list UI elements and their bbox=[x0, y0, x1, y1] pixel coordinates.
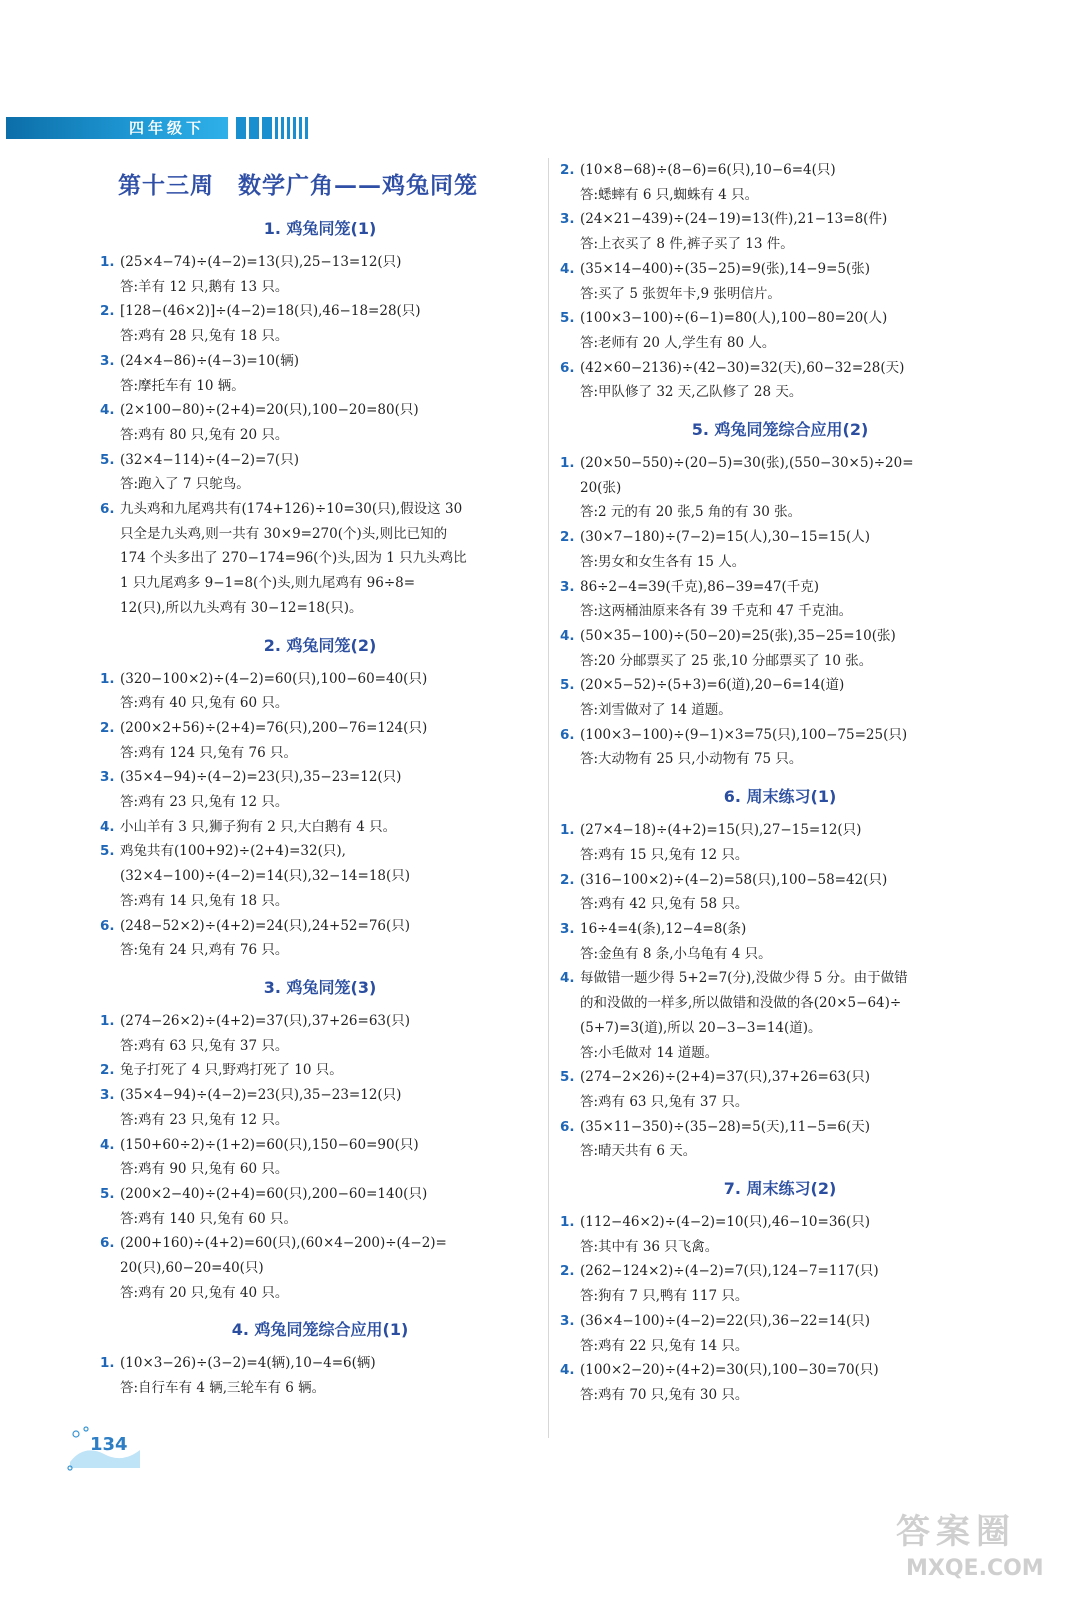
answer-item bbox=[100, 667, 540, 716]
answer-item bbox=[100, 1133, 540, 1182]
answer-number: 5. bbox=[100, 843, 115, 860]
answer-item bbox=[100, 497, 540, 621]
answer-line: (150+60÷2)÷(1+2)=60(只),150−60=90(只) bbox=[120, 1136, 419, 1153]
answer-number: 5. bbox=[100, 1185, 115, 1202]
answer-item bbox=[100, 1083, 540, 1132]
answer-line: 只全是九头鸡,则一共有 30×9=270(个)头,则比已知的 bbox=[120, 525, 448, 542]
answer-number: 3. bbox=[560, 578, 575, 595]
answer-line: 20(张) bbox=[580, 479, 622, 496]
answer-line: 答:小毛做对 14 道题。 bbox=[580, 1044, 719, 1061]
answer-item bbox=[560, 1115, 1000, 1164]
answer-number: 1. bbox=[560, 455, 575, 472]
watermark-logo: 答案圈 bbox=[896, 1512, 1016, 1552]
page-title: 第十三周 数学广角——鸡兔同笼 bbox=[118, 172, 478, 199]
section-title: 7. 周末练习(2) bbox=[723, 1179, 837, 1199]
answer-line: (248−52×2)÷(4+2)=24(只),24+52=76(只) bbox=[120, 917, 411, 934]
answer-item bbox=[100, 914, 540, 963]
answer-line: 答:鸡有 23 只,兔有 12 只。 bbox=[120, 1111, 289, 1128]
answer-number: 4. bbox=[100, 818, 115, 835]
answer-line: 答:鸡有 42 只,兔有 58 只。 bbox=[580, 896, 749, 913]
answer-line: (200+160)÷(4+2)=60(只),(60×4−200)÷(4−2)= bbox=[120, 1235, 447, 1252]
answer-number: 4. bbox=[560, 970, 575, 987]
answer-line: 86÷2−4=39(千克),86−39=47(千克) bbox=[580, 578, 819, 595]
answer-item bbox=[560, 1358, 1000, 1407]
answer-line: (42×60−2136)÷(42−30)=32(天),60−32=28(天) bbox=[580, 359, 905, 376]
answer-line: (25×4−74)÷(4−2)=13(只),25−13=12(只) bbox=[120, 254, 402, 270]
answer-item bbox=[560, 207, 1000, 256]
answer-item bbox=[100, 448, 540, 497]
answer-line: (316−100×2)÷(4−2)=58(只),100−58=42(只) bbox=[580, 871, 888, 888]
answer-line: (100×2−20)÷(4+2)=30(只),100−30=70(只) bbox=[580, 1362, 879, 1379]
answer-line: 答:跑入了 7 只鸵鸟。 bbox=[120, 476, 250, 493]
answer-line: (36×4−100)÷(4−2)=22(只),36−22=14(只) bbox=[580, 1312, 871, 1329]
answer-section bbox=[100, 977, 540, 1305]
answer-item bbox=[100, 839, 540, 913]
answer-line: 答:鸡有 40 只,兔有 60 只。 bbox=[120, 695, 289, 712]
answer-section bbox=[100, 635, 540, 963]
answer-item bbox=[560, 818, 1000, 867]
answer-number: 1. bbox=[100, 254, 115, 270]
answer-item bbox=[100, 349, 540, 398]
answer-number: 1. bbox=[560, 822, 575, 839]
answer-line: 答:其中有 36 只飞禽。 bbox=[580, 1238, 719, 1255]
section-title: 2. 鸡兔同笼(2) bbox=[263, 635, 377, 655]
answer-number: 6. bbox=[560, 1118, 575, 1135]
answer-line: (27×4−18)÷(4+2)=15(只),27−15=12(只) bbox=[580, 822, 862, 839]
answer-line: 答:大动物有 25 只,小动物有 75 只。 bbox=[580, 751, 803, 768]
answer-line: (24×21−439)÷(24−19)=13(件),21−13=8(件) bbox=[580, 211, 888, 228]
answer-line: 答:狗有 7 只,鸭有 117 只。 bbox=[580, 1288, 749, 1305]
answer-line: 12(只),所以九头鸡有 30−12=18(只)。 bbox=[120, 599, 363, 616]
banner-decoration bbox=[236, 117, 308, 139]
answer-line: (32×4−114)÷(4−2)=7(只) bbox=[120, 451, 299, 468]
answer-item bbox=[560, 723, 1000, 772]
answer-line: 答:鸡有 90 只,兔有 60 只。 bbox=[120, 1161, 289, 1178]
answer-number: 3. bbox=[100, 352, 115, 369]
answer-line: 答:鸡有 140 只,兔有 60 只。 bbox=[120, 1210, 297, 1227]
answer-line: 的和没做的一样多,所以做错和没做的各(20×5−64)÷ bbox=[580, 995, 902, 1012]
answer-item bbox=[560, 1309, 1000, 1358]
answer-line: 答:鸡有 63 只,兔有 37 只。 bbox=[120, 1037, 289, 1054]
answer-line: 答:这两桶油原来各有 39 千克和 47 千克油。 bbox=[580, 603, 853, 620]
answer-item bbox=[560, 575, 1000, 624]
answer-number: 2. bbox=[560, 162, 575, 178]
answer-item bbox=[560, 356, 1000, 405]
answer-item bbox=[100, 1058, 540, 1083]
watermark bbox=[892, 1504, 1082, 1590]
answer-number: 6. bbox=[100, 1235, 115, 1252]
answer-item bbox=[560, 525, 1000, 574]
answer-line: 答:鸡有 14 只,兔有 18 只。 bbox=[120, 892, 289, 909]
section-title: 1. 鸡兔同笼(1) bbox=[263, 219, 377, 238]
answer-line: 1 只九尾鸡多 9−1=8(个)头,则九尾鸡有 96÷8= bbox=[120, 575, 416, 592]
answer-line: 答:买了 5 张贺年卡,9 张明信片。 bbox=[580, 285, 781, 302]
answer-item bbox=[100, 716, 540, 765]
answer-line: 答:蟋蟀有 6 只,蜘蛛有 4 只。 bbox=[580, 186, 759, 203]
answer-line: 每做错一题少得 5+2=7(分),没做少得 5 分。由于做错 bbox=[580, 970, 908, 987]
answer-line: 答:鸡有 20 只,兔有 40 只。 bbox=[120, 1284, 289, 1301]
answer-number: 5. bbox=[560, 1069, 575, 1086]
answer-line: 16÷4=4(条),12−4=8(条) bbox=[580, 920, 747, 937]
answer-section bbox=[560, 786, 1000, 1164]
page-number: 134 bbox=[90, 1434, 128, 1455]
answer-item bbox=[100, 250, 540, 299]
answer-line: (35×4−94)÷(4−2)=23(只),35−23=12(只) bbox=[120, 769, 402, 786]
answer-line: 九头鸡和九尾鸡共有(174+126)÷10=30(只),假设这 30 bbox=[120, 501, 463, 518]
answer-line: (10×8−68)÷(8−6)=6(只),10−6=4(只) bbox=[580, 162, 836, 178]
answer-number: 3. bbox=[560, 1312, 575, 1329]
answer-item bbox=[100, 1009, 540, 1058]
answer-line: [128−(46×2)]÷(4−2)=18(只),46−18=28(只) bbox=[120, 303, 421, 320]
answer-line: (274−2×26)÷(2+4)=37(只),37+26=63(只) bbox=[580, 1069, 871, 1086]
answer-number: 5. bbox=[560, 677, 575, 694]
answer-item bbox=[560, 1259, 1000, 1308]
answer-line: 答:男女和女生各有 15 人。 bbox=[580, 553, 746, 570]
answer-item bbox=[560, 966, 1000, 1065]
answer-item bbox=[560, 1210, 1000, 1259]
answer-number: 3. bbox=[560, 920, 575, 937]
answer-item bbox=[560, 306, 1000, 355]
answer-item bbox=[100, 815, 540, 840]
answer-line: 答:兔有 24 只,鸡有 76 只。 bbox=[120, 942, 289, 959]
answer-item bbox=[560, 917, 1000, 966]
answer-number: 1. bbox=[100, 670, 115, 687]
answer-line: 小山羊有 3 只,狮子狗有 2 只,大白鹅有 4 只。 bbox=[120, 818, 397, 835]
answer-number: 2. bbox=[560, 871, 575, 888]
answer-line: 答:刘雪做对了 14 道题。 bbox=[580, 702, 732, 719]
answer-number: 2. bbox=[560, 1263, 575, 1280]
answer-item bbox=[100, 1231, 540, 1305]
answer-line: 答:羊有 12 只,鹅有 13 只。 bbox=[120, 278, 289, 295]
answer-line: 答:鸡有 70 只,兔有 30 只。 bbox=[580, 1386, 749, 1403]
answer-line: 答:老师有 20 人,学生有 80 人。 bbox=[580, 334, 776, 351]
answer-section bbox=[100, 1319, 540, 1400]
answer-line: 答:鸡有 124 只,兔有 76 只。 bbox=[120, 744, 297, 761]
answer-line: (35×14−400)÷(35−25)=9(张),14−9=5(张) bbox=[580, 260, 871, 277]
answer-line: (100×3−100)÷(6−1)=80(人),100−80=20(人) bbox=[580, 310, 888, 327]
answer-item bbox=[560, 257, 1000, 306]
answer-line: (30×7−180)÷(7−2)=15(人),30−15=15(人) bbox=[580, 529, 871, 546]
answer-line: (5+7)=3(道),所以 20−3−3=14(道)。 bbox=[580, 1019, 822, 1036]
answer-line: (274−26×2)÷(4+2)=37(只),37+26=63(只) bbox=[120, 1012, 411, 1029]
section-title: 5. 鸡兔同笼综合应用(2) bbox=[691, 420, 869, 440]
answer-number: 2. bbox=[100, 719, 115, 736]
answer-number: 1. bbox=[100, 1355, 115, 1372]
section-title: 6. 周末练习(1) bbox=[723, 787, 837, 807]
answer-number: 5. bbox=[100, 451, 115, 468]
answer-line: 答:甲队修了 32 天,乙队修了 28 天。 bbox=[580, 384, 803, 401]
answer-line: (200×2−40)÷(2+4)=60(只),200−60=140(只) bbox=[120, 1185, 428, 1202]
answer-number: 1. bbox=[100, 1012, 115, 1029]
answer-line: 答:鸡有 63 只,兔有 37 只。 bbox=[580, 1093, 749, 1110]
section-title: 4. 鸡兔同笼综合应用(1) bbox=[231, 1320, 409, 1340]
answer-line: 鸡兔共有(100+92)÷(2+4)=32(只), bbox=[120, 843, 346, 860]
answer-line: (100×3−100)÷(9−1)×3=75(只),100−75=25(只) bbox=[580, 726, 908, 743]
left-sections bbox=[100, 218, 540, 1401]
answer-number: 6. bbox=[100, 917, 115, 934]
answer-line: 答:鸡有 15 只,兔有 12 只。 bbox=[580, 846, 749, 863]
answer-item bbox=[100, 398, 540, 447]
left-column bbox=[100, 155, 540, 1401]
answer-number: 4. bbox=[100, 1136, 115, 1153]
grade-label: 四年级下 bbox=[128, 119, 205, 137]
answer-line: 答:2 元的有 20 张,5 角的有 30 张。 bbox=[580, 504, 802, 521]
answer-number: 2. bbox=[100, 1062, 115, 1079]
page-number-badge bbox=[64, 1424, 146, 1472]
answer-number: 3. bbox=[100, 769, 115, 786]
answer-item bbox=[560, 1065, 1000, 1114]
answer-number: 2. bbox=[100, 303, 115, 320]
answer-number: 4. bbox=[560, 627, 575, 644]
answer-number: 3. bbox=[560, 211, 575, 228]
answer-section bbox=[560, 419, 1000, 772]
answer-line: 答:自行车有 4 辆,三轮车有 6 辆。 bbox=[120, 1380, 326, 1397]
answer-number: 4. bbox=[560, 1362, 575, 1379]
right-sections bbox=[560, 419, 1000, 1408]
answer-line: (320−100×2)÷(4−2)=60(只),100−60=40(只) bbox=[120, 670, 428, 687]
answer-number: 1. bbox=[560, 1214, 575, 1231]
answer-number: 5. bbox=[560, 310, 575, 327]
answer-item bbox=[100, 299, 540, 348]
answer-item bbox=[560, 624, 1000, 673]
answer-line: 20(只),60−20=40(只) bbox=[120, 1260, 264, 1277]
section-title: 3. 鸡兔同笼(3) bbox=[263, 977, 377, 997]
answer-item bbox=[100, 1351, 540, 1400]
answer-line: (2×100−80)÷(2+4)=20(只),100−20=80(只) bbox=[120, 402, 419, 419]
answer-number: 6. bbox=[560, 726, 575, 743]
answer-line: 答:鸡有 23 只,兔有 12 只。 bbox=[120, 794, 289, 811]
answer-number: 3. bbox=[100, 1087, 115, 1104]
answer-line: (35×4−94)÷(4−2)=23(只),35−23=12(只) bbox=[120, 1087, 402, 1104]
answer-section bbox=[560, 1178, 1000, 1408]
answer-item bbox=[560, 868, 1000, 917]
answer-line: 答:金鱼有 8 条,小乌龟有 4 只。 bbox=[580, 945, 772, 962]
answer-line: (20×5−52)÷(5+3)=6(道),20−6=14(道) bbox=[580, 677, 845, 694]
answer-line: (112−46×2)÷(4−2)=10(只),46−10=36(只) bbox=[580, 1214, 871, 1231]
answer-line: (262−124×2)÷(4−2)=7(只),124−7=117(只) bbox=[580, 1263, 879, 1280]
continued-answers bbox=[560, 158, 1000, 405]
answer-item bbox=[560, 673, 1000, 722]
answer-line: (200×2+56)÷(2+4)=76(只),200−76=124(只) bbox=[120, 719, 428, 736]
answer-line: 兔子打死了 4 只,野鸡打死了 10 只。 bbox=[120, 1062, 343, 1079]
answer-section bbox=[100, 218, 540, 621]
answer-line: 答:鸡有 22 只,兔有 14 只。 bbox=[580, 1337, 749, 1354]
answer-line: 答:摩托车有 10 辆。 bbox=[120, 377, 245, 394]
answer-line: 答:鸡有 28 只,兔有 18 只。 bbox=[120, 328, 289, 345]
answer-number: 4. bbox=[100, 402, 115, 419]
answer-line: (20×50−550)÷(20−5)=30(张),(550−30×5)÷20= bbox=[580, 455, 914, 472]
answer-number: 6. bbox=[100, 501, 115, 518]
answer-number: 6. bbox=[560, 359, 575, 376]
answer-item bbox=[100, 1182, 540, 1231]
answer-item bbox=[560, 158, 1000, 207]
column-divider bbox=[548, 158, 549, 1438]
answer-number: 2. bbox=[560, 529, 575, 546]
answer-line: 答:20 分邮票买了 25 张,10 分邮票买了 10 张。 bbox=[580, 652, 873, 669]
answer-line: (24×4−86)÷(4−3)=10(辆) bbox=[120, 352, 299, 369]
answer-line: (50×35−100)÷(50−20)=25(张),35−25=10(张) bbox=[580, 627, 896, 644]
answer-line: (10×3−26)÷(3−2)=4(辆),10−4=6(辆) bbox=[120, 1355, 376, 1372]
answer-line: (35×11−350)÷(35−28)=5(天),11−5=6(天) bbox=[580, 1118, 871, 1135]
answer-item bbox=[100, 765, 540, 814]
answer-line: (32×4−100)÷(4−2)=14(只),32−14=18(只) bbox=[120, 868, 411, 885]
answer-item bbox=[560, 451, 1000, 525]
answer-line: 174 个头多出了 270−174=96(个)头,因为 1 只九头鸡比 bbox=[120, 550, 467, 567]
answer-line: 答:上衣买了 8 件,裤子买了 13 件。 bbox=[580, 236, 794, 253]
answer-number: 4. bbox=[560, 260, 575, 277]
watermark-url: MXQE.COM bbox=[906, 1556, 1044, 1581]
right-column bbox=[560, 158, 1000, 1408]
answer-line: 答:晴天共有 6 天。 bbox=[580, 1143, 697, 1160]
answer-line: 答:鸡有 80 只,兔有 20 只。 bbox=[120, 426, 289, 443]
